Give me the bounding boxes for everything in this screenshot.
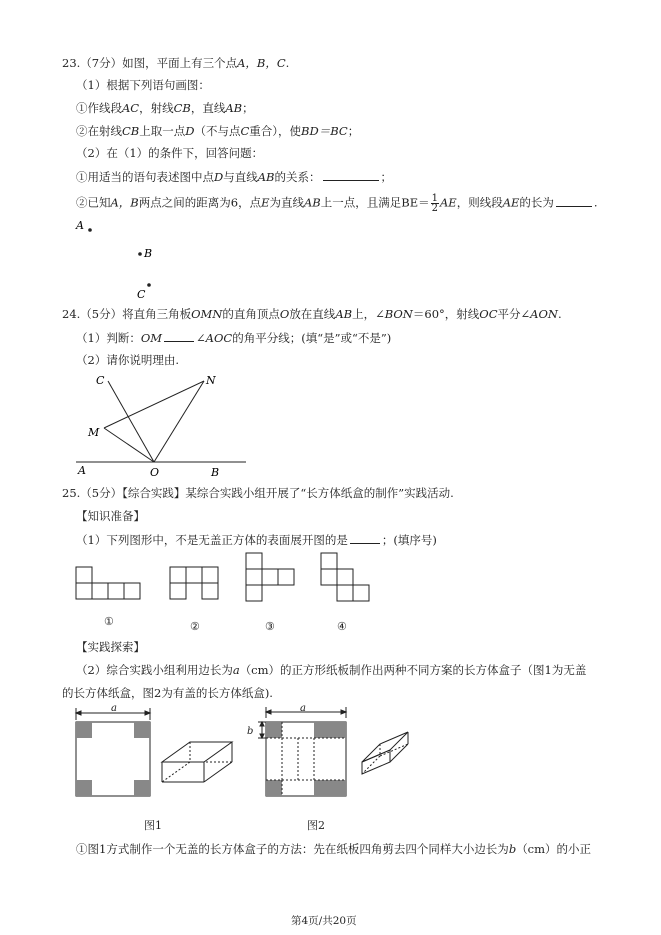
point-c-label: C: [137, 288, 146, 301]
fraction: $\frac{1}{2}$: [431, 193, 438, 214]
q23-sub2: （2）在（1）的条件下，回答问题：: [76, 146, 264, 160]
label-c: C: [96, 374, 105, 387]
point-b-label: B: [144, 247, 153, 260]
q23-header: 23.（7分）如图，平面上有三个点A，B，C.: [62, 56, 290, 70]
q23-sub1: （1）根据下列语句画图：: [76, 78, 210, 92]
fig2-label-a: a: [300, 703, 306, 714]
figure-1-sheet: [76, 708, 150, 796]
point-a-label: A: [76, 219, 84, 232]
q25-section1: 【知识准备】: [76, 509, 145, 523]
net-label-2: ②: [190, 620, 200, 633]
q24-header: 24.（5分）将直角三角板OMN的直角顶点O放在直线AB上，∠BON＝60°，射线OC平分∠AON.: [62, 307, 562, 321]
fig1-caption: 图1: [144, 819, 162, 832]
q24-sub1: （1）判断：OM ∠AOC的角平分线；(填“是”或“不是”): [76, 331, 392, 345]
net-label-1: ①: [104, 615, 114, 628]
q25-header: 25.（5分）【综合实践】某综合实践小组开展了“长方体纸盒的制作”实践活动.: [62, 486, 454, 500]
fig2-caption: 图2: [307, 819, 325, 832]
page-footer: 第4页/共20页: [291, 915, 357, 927]
q23-ans2: ②已知A，B两点之间的距离为6，点E为直线AB上一点，且满足BE＝ $\frac{1}{2}$ AE，则线段AE的长为 .: [76, 193, 598, 214]
q23-item2: ②在射线CB上取一点D（不与点C重合），使BD＝BC；: [76, 124, 360, 138]
fig1-label-a: a: [111, 703, 117, 714]
q23-ans1: ①用适当的语句表述图中点D与直线AB的关系： ；: [76, 170, 392, 184]
label-n: N: [206, 374, 216, 387]
q25-sub1: （1）下列图形中，不是无盖正方体的表面展开图的是 ；(填序号): [76, 533, 437, 547]
q23-item1: ①作线段AC，射线CB，直线AB；: [76, 101, 254, 115]
label-b: B: [211, 466, 220, 479]
q25-sub2-line2: 的长方体纸盒，图2为有盖的长方体纸盒).: [62, 686, 273, 700]
figure-1-open-box: [162, 742, 232, 782]
figure-2-closed-box: [362, 732, 408, 774]
net-label-4: ④: [337, 620, 347, 633]
net-label-3: ③: [265, 620, 275, 633]
q24-sub2: （2）请你说明理由.: [76, 353, 179, 367]
label-m: M: [88, 426, 100, 439]
fig2-label-b: b: [247, 726, 254, 737]
label-o: O: [150, 466, 160, 479]
q25-section2: 【实践探索】: [76, 640, 145, 654]
figure-2-sheet: [258, 707, 346, 796]
q25-sub2-line1: （2）综合实践小组利用边长为a（cm）的正方形纸板制作出两种不同方案的长方体盒子（图1为无盖: [76, 663, 587, 677]
q25-last-line: ①图1方式制作一个无盖的长方体盒子的方法：先在纸板四角剪去四个同样大小边长为b（cm）的小正: [76, 842, 592, 856]
label-a: A: [78, 464, 86, 477]
